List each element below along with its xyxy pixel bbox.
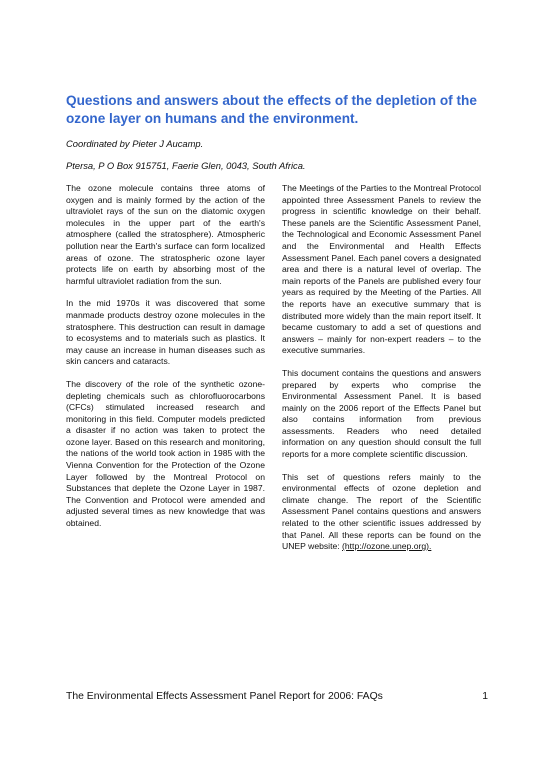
left-column: [66, 183, 265, 541]
coordinator-line: Coordinated by Pieter J Aucamp.: [66, 138, 204, 149]
paragraph: In the mid 1970s it was discovered that some manmade products destroy ozone molecules in the stratosphere. This destruction can result in damage to ecosystems and to materials such as plastics. It may cause an increase in human diseases such as skin cancers and cataracts.: [66, 298, 265, 367]
unep-website-link[interactable]: (http://ozone.unep.org).: [342, 541, 432, 552]
paragraph-text: This set of questions refers mainly to the environmental effects of ozone depletion and climate change. The report of the Scientific Assessment Panel contains questions and answers related to the other scientific issues addressed by that Panel. All these reports can be found on the UNEP website:: [282, 471, 481, 552]
paragraph: [282, 472, 481, 553]
page-number: 1: [482, 691, 488, 702]
paragraph: The ozone molecule contains three atoms of oxygen and is mainly formed by the action of the ultraviolet rays of the sun on the diatomic oxygen molecules in the upper part of the earth's atmosphere (called the stratosphere). Atmospheric pollution near the Earth's surface can form localized areas of ozone. The stratospheric ozone layer protects life on earth by absorbing most of the harmful ultraviolet radiation from the sun.: [66, 183, 265, 286]
paragraph: This document contains the questions and answers prepared by experts who comprise the Environmental Assessment Panel. It is based mainly on the 2006 report of the Effects Panel but also contains information from previous assessments. Readers who need detailed information on any question should consult the full reports for a more complete scientific discussion.: [282, 367, 481, 460]
page-footer: The Environmental Effects Assessment Panel Report for 2006: FAQs: [66, 691, 383, 702]
paragraph: The Meetings of the Parties to the Montreal Protocol appointed three Assessment Panels to review the progress in scientific knowledge on their behalf. These panels are the Scientific Assessment Panel, the Technological and Economic Assessment Panel and the Environmental and Health Effects Assessment Panel. Each panel covers a designated area and there is a natural level of overlap. The main reports of the Panels are published every four years as required by the Meeting of the Parties. All the reports have an executive summary that is distributed more widely than the main report itself. It became customary to add a set of questions and answers – mainly for non-expert readers – to the executive summaries.: [282, 183, 481, 356]
document-title: Questions and answers about the effects of the depletion of the ozone layer on humans and the environment.: [66, 93, 477, 126]
paragraph: The discovery of the role of the synthetic ozone-depleting chemicals such as chlorofluorocarbons (CFCs) stimulated increased research and monitoring in this field. Computer models predicted a disaster if no action was taken to protect the ozone layer. Based on this research and monitoring, the nations of the world took action in 1985 with the Vienna Convention for the Protection of the Ozone Layer followed by the Montreal Protocol on Substances that deplete the Ozone Layer in 1987. The Convention and Protocol were amended and adjusted several times as new knowledge that was obtained.: [66, 378, 265, 529]
right-column: [282, 183, 481, 564]
address-line: Ptersa, P O Box 915751, Faerie Glen, 0043, South Africa.: [66, 160, 306, 171]
